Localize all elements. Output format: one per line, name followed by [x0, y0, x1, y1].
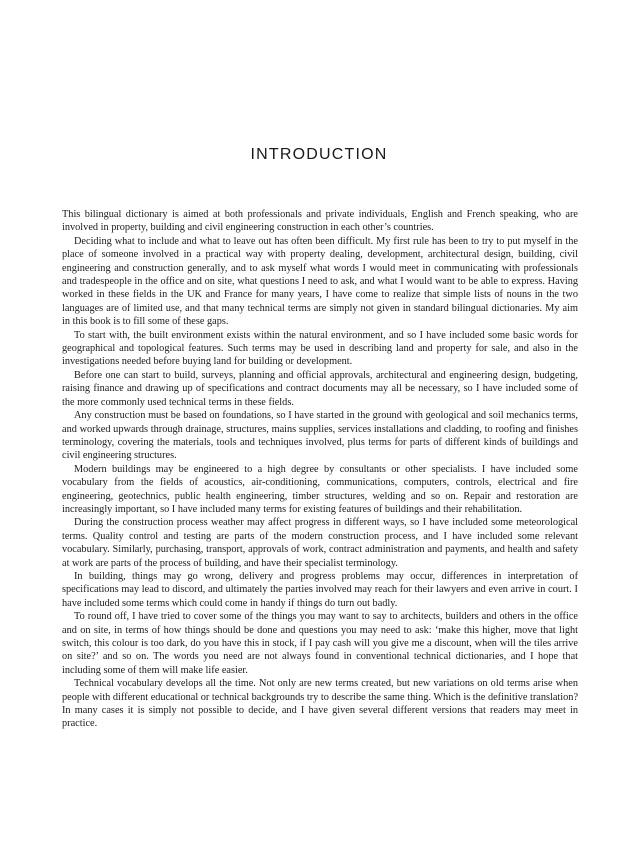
- body-text: [62, 208, 578, 731]
- page-title: INTRODUCTION: [250, 146, 388, 163]
- paragraph-round-off: To round off, I have tried to cover some of the things you may want to say to architects, builders and others in the office and on site, in terms of how things should be done and questions you may need to ask: ‘make this higher, move that light switch, this colour is too dark, do you have this in stock, if I pay cash will you give me a discount, when will the tiles arrive on site?’ and so on. The words you need are not always found in conventional technical dictionaries, and I hope that including some of them will make life easier.: [62, 611, 578, 676]
- paragraph-intro: This bilingual dictionary is aimed at both professionals and private individuals, English and French speaking, who are involved in property, building and civil engineering construction in each other’s countries.: [62, 209, 578, 234]
- paragraph-pre-construction: Before one can start to build, surveys, planning and official approvals, architectural and engineering design, budgeting, raising finance and drawing up of specifications and contract documents may all be necessary, so I have included some of the more commonly used technical terms in these fields.: [62, 369, 578, 408]
- paragraph-scope: Deciding what to include and what to leave out has often been difficult. My first rule has been to try to put myself in the place of someone involved in a practical way with property dealing, development, architectural design, building, civil engineering and construction generally, and to ask myself what words I would meet in communicating with professionals and tradespeople in the office and on site, what questions I need to ask, and what I would want to be able to express. Having worked in these fields in the UK and France for many years, I have come to realize that simple lists of nouns in the two languages are of limited use, and that many technical terms are simply not given in standard bilingual dictionaries. My aim in this book is to fill some of these gaps.: [62, 235, 578, 328]
- paragraph-foundations: Any construction must be based on foundations, so I have started in the ground with geological and soil mechanics terms, and worked upwards through drainage, structures, mains supplies, services installations and cladding, to roofing and finishes terminology, covering the materials, tools and techniques involved, plus terms for parts of different kinds of buildings and civil engineering structures.: [62, 410, 578, 462]
- paragraph-natural-environment: To start with, the built environment exists within the natural environment, and so I have included some basic words for geographical and topological features. Such terms may be used in describing land and property for sale, and also in the investigations needed before buying land for building or development.: [62, 329, 578, 368]
- paragraph-modern-buildings: Modern buildings may be engineered to a high degree by consultants or other specialists. I have included some vocabulary from the fields of acoustics, air-conditioning, communications, computers, controls, electrical and fire engineering, geotechnics, public health engineering, timber structures, welding and so on. Repair and restoration are increasingly important, so I have included many terms for existing features of buildings and their rehabilitation.: [62, 463, 578, 515]
- paragraph-construction-process: During the construction process weather may affect progress in different ways, so I have included some meteorological terms. Quality control and testing are parts of the modern construction process, and I have included some relevant vocabulary. Similarly, purchasing, transport, approvals of work, contract administration and payments, and health and safety at work are parts of the process of building, and have their specialist terminology.: [62, 517, 578, 569]
- paragraph-problems: In building, things may go wrong, delivery and progress problems may occur, differences in interpretation of specifications may lead to discord, and ultimately the parties involved may reach for their lawyers and even arrive in court. I have included some terms which could come in handy if things do turn out badly.: [62, 570, 578, 609]
- paragraph-vocabulary: Technical vocabulary develops all the time. Not only are new terms created, but new variations on old terms arise when people with different educational or technical backgrounds try to describe the same thing. Which is the definitive translation? In many cases it is simply not possible to decide, and I have given several different versions that readers may meet in practice.: [62, 678, 579, 730]
